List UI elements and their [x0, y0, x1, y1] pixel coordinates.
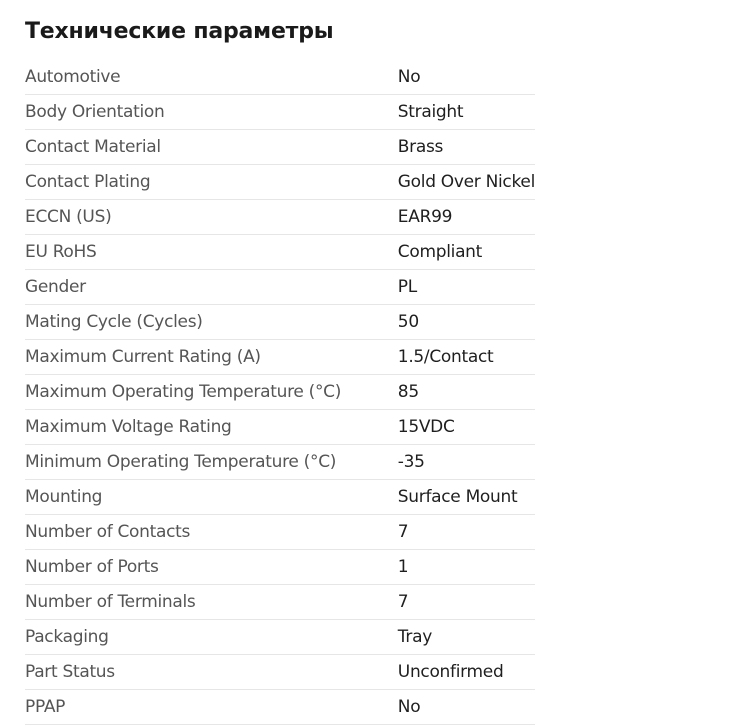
section-title: Технические параметры [25, 19, 334, 44]
spec-label: Automotive [25, 60, 398, 95]
spec-label: Number of Contacts [25, 515, 398, 550]
spec-label: Body Orientation [25, 95, 398, 130]
spec-label: Minimum Operating Temperature (°C) [25, 445, 398, 480]
spec-label: Contact Material [25, 130, 398, 165]
spec-value: 85 [398, 375, 535, 410]
spec-label: Maximum Voltage Rating [25, 410, 398, 445]
spec-value: 15VDC [398, 410, 535, 445]
spec-row [25, 375, 535, 410]
spec-row [25, 305, 535, 340]
spec-row [25, 410, 535, 445]
spec-row [25, 95, 535, 130]
spec-label: Contact Plating [25, 165, 398, 200]
spec-label: Number of Terminals [25, 585, 398, 620]
spec-value: Gold Over Nickel [398, 165, 535, 200]
spec-label: Gender [25, 270, 398, 305]
spec-value: Straight [398, 95, 535, 130]
spec-row [25, 270, 535, 305]
spec-value: Brass [398, 130, 535, 165]
spec-row [25, 585, 535, 620]
spec-value: 1 [398, 550, 535, 585]
spec-label: Mating Cycle (Cycles) [25, 305, 398, 340]
spec-label: EU RoHS [25, 235, 398, 270]
spec-value: Unconfirmed [398, 655, 535, 690]
spec-row [25, 515, 535, 550]
spec-row [25, 690, 535, 725]
spec-label: ECCN (US) [25, 200, 398, 235]
spec-row [25, 620, 535, 655]
spec-label: PPAP [25, 690, 398, 725]
spec-label: Maximum Current Rating (A) [25, 340, 398, 375]
spec-value: EAR99 [398, 200, 535, 235]
spec-row [25, 550, 535, 585]
spec-value: -35 [398, 445, 535, 480]
specs-table-body [25, 60, 535, 725]
spec-row [25, 655, 535, 690]
spec-row [25, 165, 535, 200]
spec-label: Part Status [25, 655, 398, 690]
spec-label: Mounting [25, 480, 398, 515]
spec-value: 7 [398, 515, 535, 550]
spec-label: Maximum Operating Temperature (°C) [25, 375, 398, 410]
spec-label: Packaging [25, 620, 398, 655]
spec-row [25, 130, 535, 165]
spec-row [25, 480, 535, 515]
spec-row [25, 445, 535, 480]
spec-row [25, 200, 535, 235]
spec-value: Surface Mount [398, 480, 535, 515]
specs-table [25, 60, 535, 725]
spec-row [25, 340, 535, 375]
spec-value: No [398, 690, 535, 725]
spec-row [25, 235, 535, 270]
spec-value: 50 [398, 305, 535, 340]
spec-value: PL [398, 270, 535, 305]
spec-value: 7 [398, 585, 535, 620]
spec-label: Number of Ports [25, 550, 398, 585]
spec-value: 1.5/Contact [398, 340, 535, 375]
spec-value: No [398, 60, 535, 95]
spec-value: Tray [398, 620, 535, 655]
spec-row [25, 60, 535, 95]
spec-value: Compliant [398, 235, 535, 270]
